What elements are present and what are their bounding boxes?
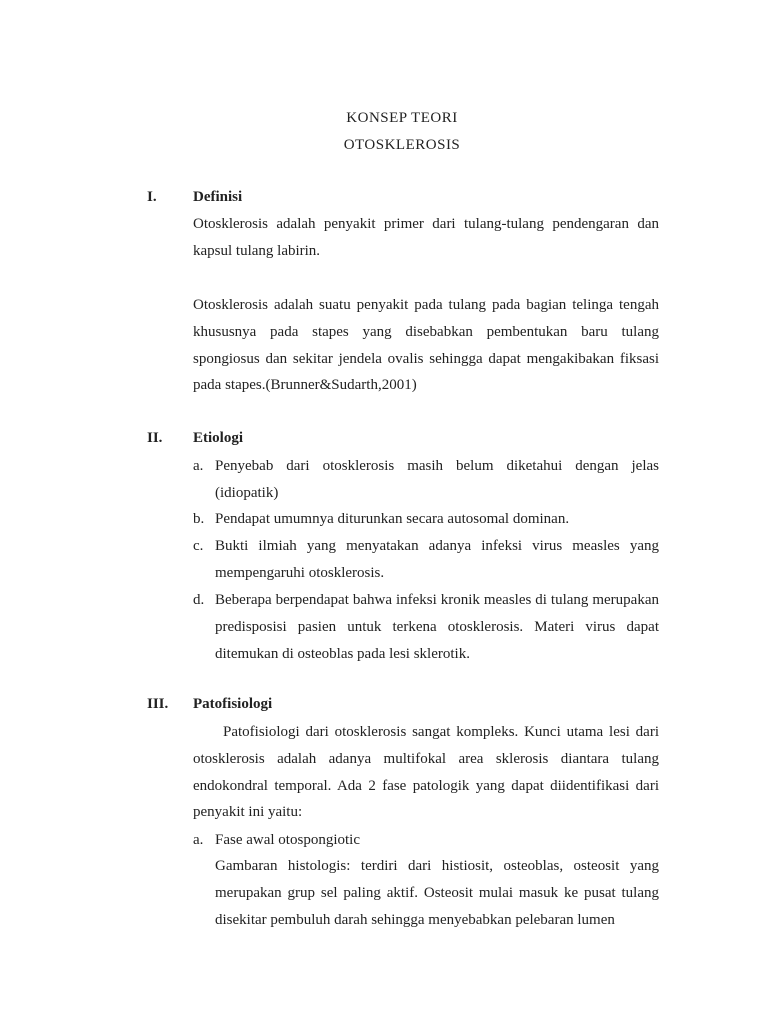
list-item-text: Bukti ilmiah yang menyatakan adanya infeksi virus measles yang mempengaruhi otosklerosis. (215, 538, 659, 581)
list-item (193, 533, 659, 587)
list-item-text: Penyebab dari otosklerosis masih belum diketahui dengan jelas (idiopatik) (215, 458, 659, 501)
list-item (193, 453, 659, 507)
list-marker: a. (193, 458, 204, 474)
list-marker: c. (193, 538, 204, 554)
document-title: KONSEP TEORI (346, 110, 458, 126)
list-item-text: Pendapat umumnya diturunkan secara autosomal dominan. (215, 511, 570, 527)
section-number: I. (147, 189, 157, 205)
list-item (193, 587, 659, 667)
list-marker: b. (193, 511, 205, 527)
paragraph: Gambaran histologis: terdiri dari histiosit, osteoblas, osteosit yang merupakan grup sel paling aktif. Osteosit mulai masuk ke pusat tulang disekitar pembuluh darah sehingga menyebabkan pelebaran lumen (215, 858, 659, 928)
section-heading-etiologi: Etiologi (193, 430, 244, 446)
list-item-text: Fase awal otospongiotic (215, 832, 360, 848)
section-heading-patofisiologi: Patofisiologi (193, 696, 273, 712)
document-subtitle: OTOSKLEROSIS (343, 137, 461, 153)
paragraph: Patofisiologi dari otosklerosis sangat kompleks. Kunci utama lesi dari otosklerosis adalah adanya multifokal area sklerosis diantara tulang endokondral temporal. Ada 2 fase patologik yang dapat diidentifikasi dari penyakit ini yaitu: (193, 724, 659, 821)
section-number: II. (147, 430, 163, 446)
section-number: III. (147, 696, 169, 712)
section-heading-definisi: Definisi (193, 189, 243, 205)
list-marker: d. (193, 592, 205, 608)
list-marker: a. (193, 832, 204, 848)
paragraph: Otosklerosis adalah suatu penyakit pada tulang pada bagian telinga tengah khususnya pada stapes yang disebabkan pembentukan baru tulang spongiosus dan sekitar jendela ovalis sehingga dapat mengakibakan fiksasi pada stapes.(Brunner&Sudarth,2001) (193, 297, 659, 394)
list-item (193, 506, 659, 533)
list-item (193, 827, 659, 854)
paragraph: Otosklerosis adalah penyakit primer dari tulang-tulang pendengaran dan kapsul tulang labirin. (193, 216, 659, 259)
list-item-text: Beberapa berpendapat bahwa infeksi kronik measles di tulang merupakan predisposisi pasien untuk terkena otosklerosis. Materi virus dapat ditemukan di osteoblas pada lesi sklerotik. (215, 592, 659, 662)
